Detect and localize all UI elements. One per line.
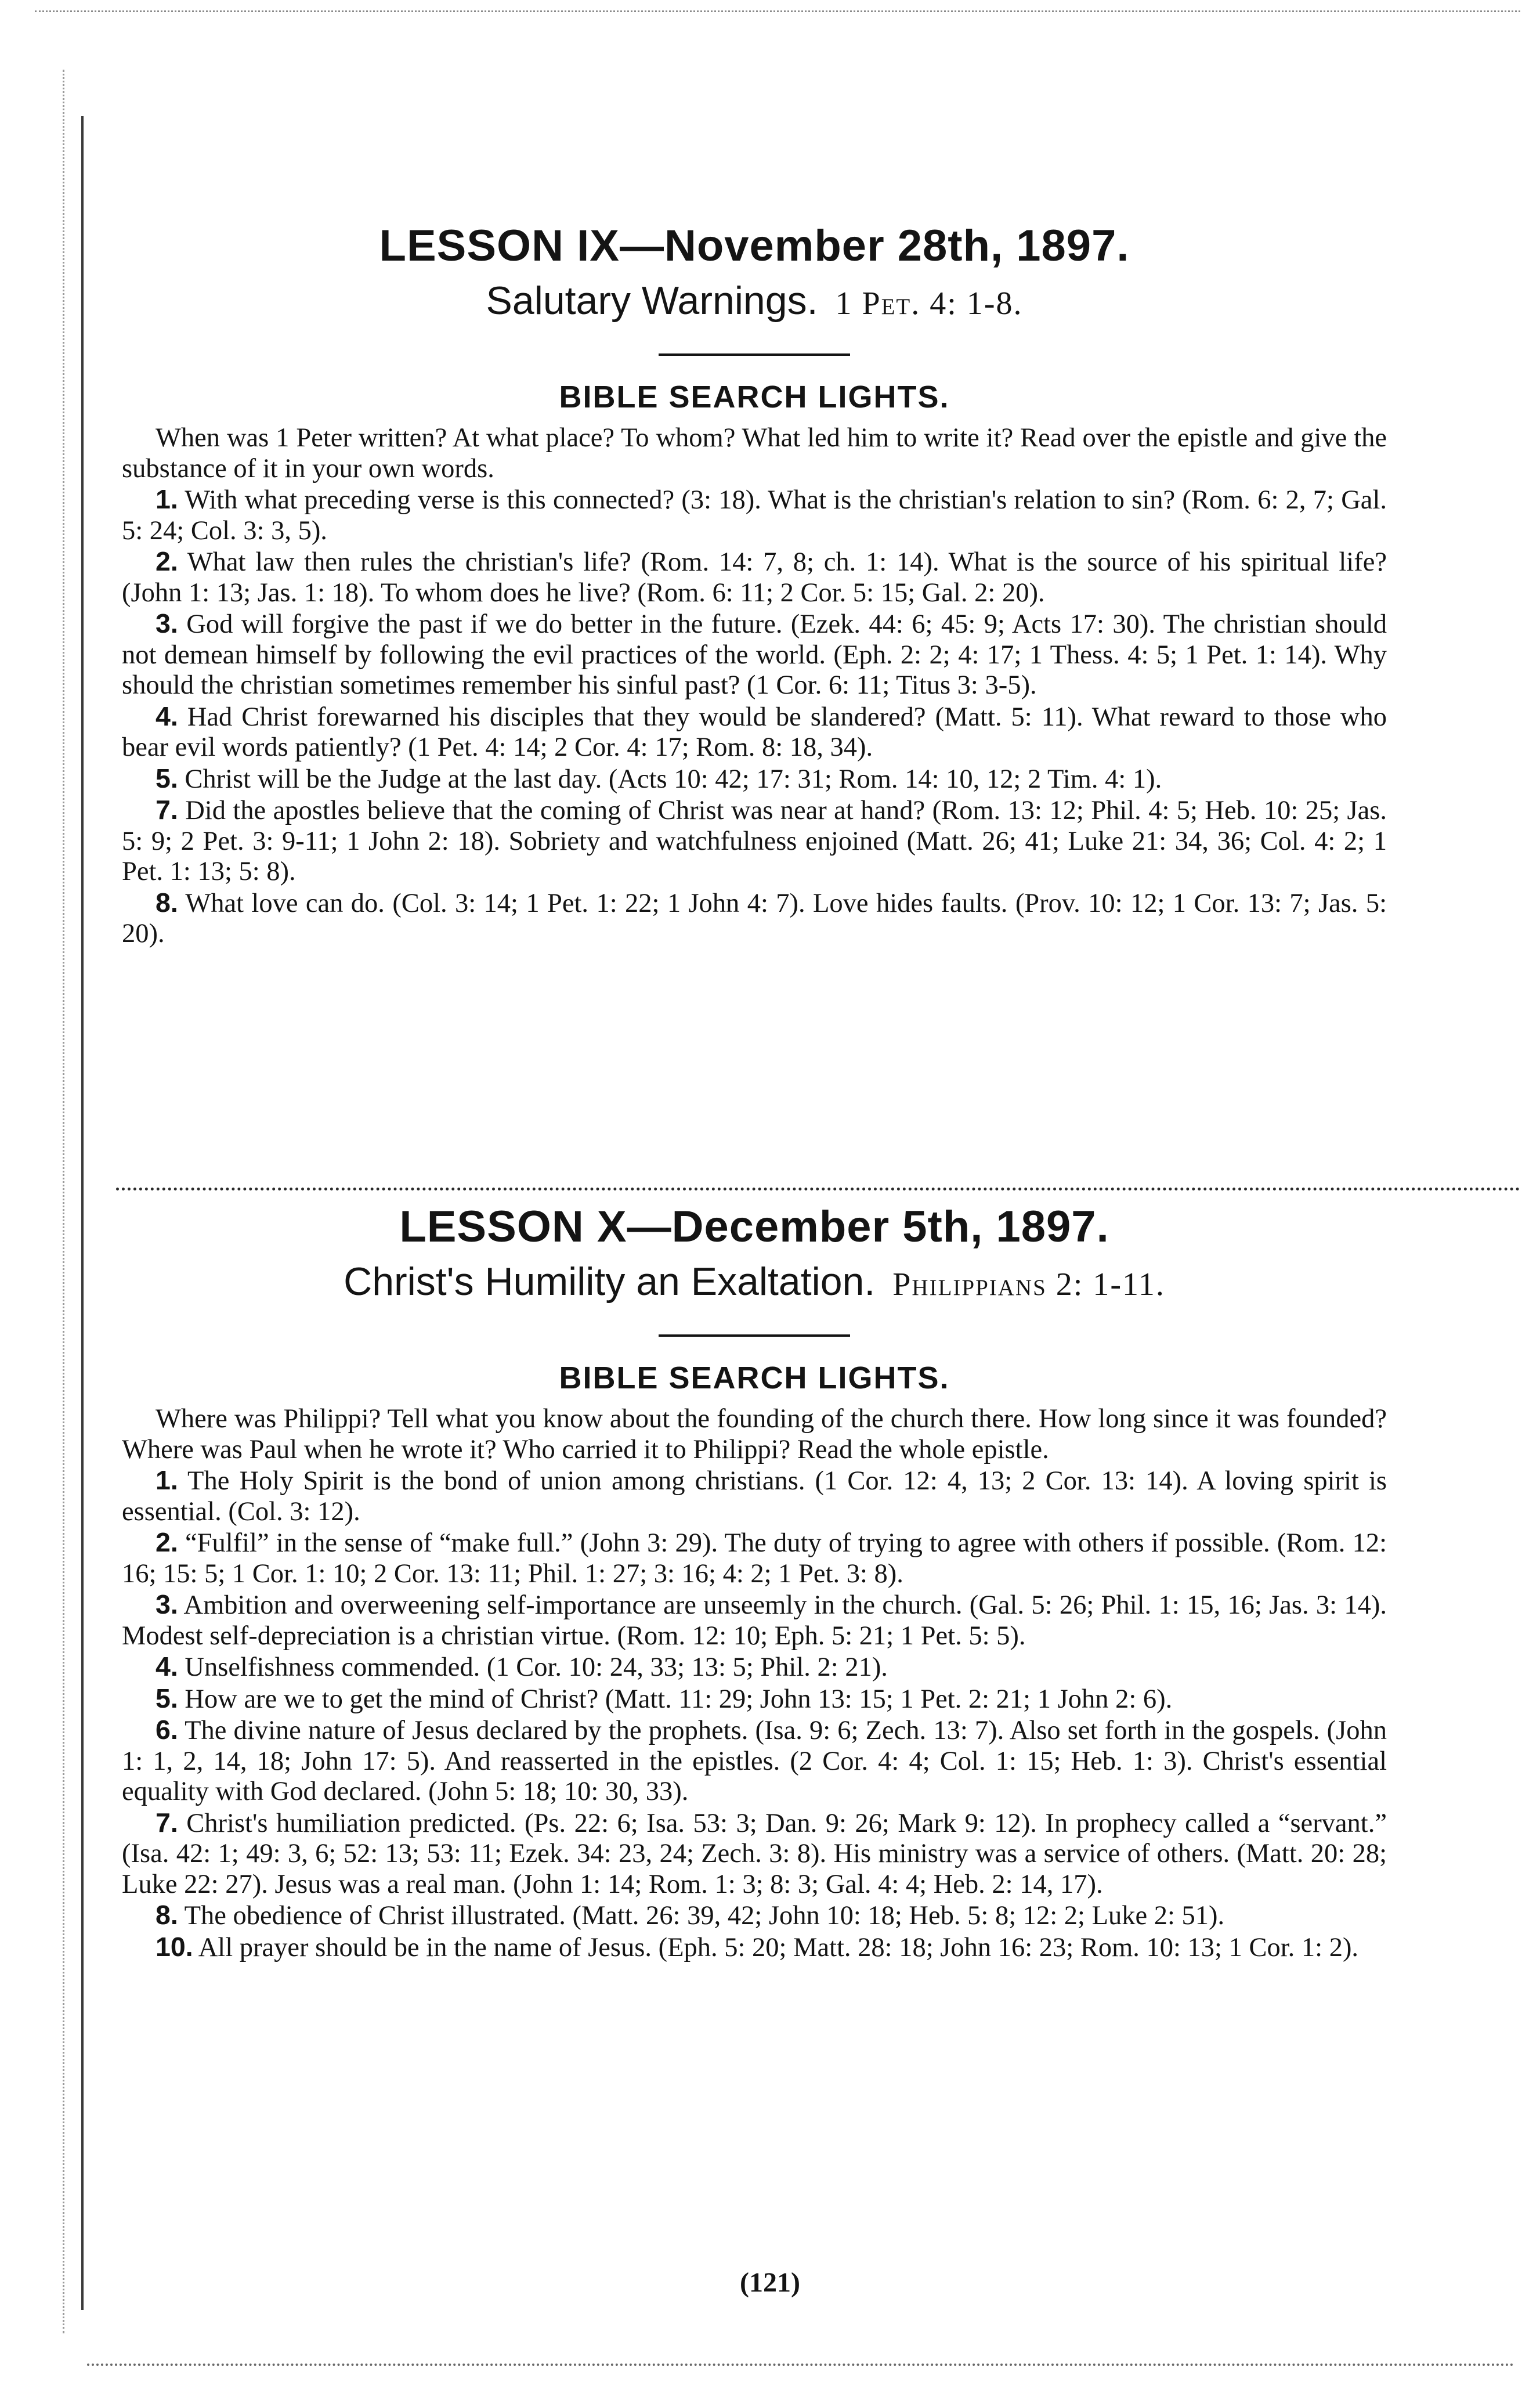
lesson-x [122, 1202, 1387, 1963]
list-item [122, 608, 1387, 701]
list-item [122, 701, 1387, 763]
section-heading: BIBLE SEARCH LIGHTS. [559, 1361, 950, 1395]
list-item [122, 1589, 1387, 1651]
item-number: 2. [156, 546, 178, 576]
item-text: Christ will be the Judge at the last day. (Acts 10: 42; 17: 31; Rom. 14: 10, 12; 2 Tim. 4: 1). [185, 764, 1162, 794]
item-number: 7. [156, 795, 178, 825]
intro-paragraph: When was 1 Peter written? At what place? To whom? What led him to write it? Read over the epistle and give the substance of it in your own words. [122, 423, 1387, 484]
list-item [122, 1527, 1387, 1589]
section-heading: BIBLE SEARCH LIGHTS. [559, 380, 950, 414]
page-number: (121) [740, 2267, 800, 2298]
item-text: The obedience of Christ illustrated. (Matt. 26: 39, 42; John 10: 18; Heb. 5: 8; 12: 2; Luke 2: 51). [184, 1901, 1225, 1931]
item-text: Did the apostles believe that the coming of Christ was near at hand? (Rom. 13: 12; Phil. 4: 5; Heb. 10: 25; Jas. 5: 9; 2 Pet. 3: 9-11; 1 John 2: 18). Sobriety and watchfulness enjoined (Matt. 26; 41; Luke 21: 34, 36; Col. 4: 2; 1 Pet. 1: 13; 5: 8). [122, 796, 1387, 886]
list-item [122, 795, 1387, 887]
scripture-reference: 1 Pet. 4: 1-8. [835, 286, 1023, 322]
list-item [122, 1651, 1387, 1683]
item-text: Christ's humiliation predicted. (Ps. 22: 6; Isa. 53: 3; Dan. 9: 26; Mark 9: 12). In prophecy called a “servant.” (Isa. 42: 1; 49: 3, 6; 52: 13; 53: 11; Ezek. 34: 23, 24; Zech. 3: 8). His ministry was a service of others. (Matt. 20: 28; Luke 22: 27). Jesus was a real man. (John 1: 14; Rom. 1: 3; 8: 3; Gal. 4: 4; Heb. 2: 14, 17). [122, 1808, 1387, 1899]
title-rule [659, 353, 850, 356]
list-item [122, 887, 1387, 950]
item-number: 4. [156, 1651, 178, 1682]
list-item [122, 1932, 1387, 1964]
item-number: 5. [156, 1683, 178, 1713]
list-item [122, 1683, 1387, 1715]
list-item [122, 763, 1387, 795]
item-number: 7. [156, 1807, 178, 1838]
item-text: The Holy Spirit is the bond of union among christians. (1 Cor. 12: 4, 13; 2 Cor. 13: 14). A loving spirit is essential. (Col. 3: 12). [122, 1466, 1387, 1527]
item-number: 1. [156, 484, 178, 514]
item-number: 3. [156, 608, 178, 638]
item-number: 3. [156, 1589, 178, 1619]
lesson-title: LESSON X—December 5th, 1897. [399, 1202, 1109, 1251]
left-scan-edge-outer [63, 70, 64, 2333]
item-number: 1. [156, 1465, 178, 1495]
item-number: 10. [156, 1931, 193, 1962]
item-text: Unselfishness commended. (1 Cor. 10: 24, 33; 13: 5; Phil. 2: 21). [185, 1652, 888, 1682]
item-text: God will forgive the past if we do better in the future. (Ezek. 44: 6; 45: 9; Acts 17: 30). The christian should not demean himself by following the evil practices of the world. (Eph. 2: 2; 4: 17; 1 Thess. 4: 5; 1 Pet. 1: 14). Why should the christian sometimes remember his sinful past? (1 Cor. 6: 11; Titus 3: 3-5). [122, 609, 1387, 700]
lesson-topic: Christ's Humility an Exaltation. [344, 1260, 876, 1304]
item-number: 8. [156, 1900, 178, 1930]
item-number: 8. [156, 887, 178, 918]
item-text: What law then rules the christian's life? (Rom. 14: 7, 8; ch. 1: 14). What is the source of his spiritual life? (John 1: 13; Jas. 1: 18). To whom does he live? (Rom. 6: 11; 2 Cor. 5: 15; Gal. 2: 20). [122, 547, 1387, 608]
lesson-subtitle [122, 1259, 1387, 1304]
list-item [122, 1715, 1387, 1807]
lesson-body [122, 423, 1387, 950]
item-text: The divine nature of Jesus declared by the prophets. (Isa. 9: 6; Zech. 13: 7). Also set forth in the gospels. (John 1: 1, 2, 14, 18; John 17: 5). And reasserted in the epistles. (2 Cor. 4: 4; Col. 1: 15; Heb. 1: 3). Christ's essential equality with God declared. (John 5: 18; 10: 30, 33). [122, 1716, 1387, 1806]
item-text: Had Christ forewarned his disciples that they would be slandered? (Matt. 5: 11). What reward to those who bear evil words patiently? (1 Pet. 4: 14; 2 Cor. 4: 17; Rom. 8: 18, 34). [122, 702, 1387, 762]
item-text: All prayer should be in the name of Jesus. (Eph. 5: 20; Matt. 28: 18; John 16: 23; Rom. 10: 13; 1 Cor. 1: 2). [198, 1932, 1359, 1962]
lesson-body [122, 1404, 1387, 1963]
scripture-reference: Philippians 2: 1-11. [892, 1267, 1165, 1302]
list-item [122, 1807, 1387, 1900]
lesson-divider [116, 1188, 1520, 1190]
item-text: Ambition and overweening self-importance are unseemly in the church. (Gal. 5: 26; Phil. 1: 15, 16; Jas. 3: 14). Modest self-depreciation is a christian virtue. (Rom. 12: 10; Eph. 5: 21; 1 Pet. 5: 5). [122, 1590, 1387, 1651]
item-number: 6. [156, 1715, 178, 1745]
item-text: With what preceding verse is this connected? (3: 18). What is the christian's relation to sin? (Rom. 6: 2, 7; Gal. 5: 24; Col. 3: 3, 5). [122, 485, 1387, 546]
bottom-scan-edge [87, 2364, 1514, 2366]
item-text: “Fulfil” in the sense of “make full.” (John 3: 29). The duty of trying to agree with others if possible. (Rom. 12: 16; 15: 5; 1 Cor. 1: 10; 2 Cor. 13: 11; Phil. 1: 27; 3: 16; 4: 2; 1 Pet. 3: 8). [122, 1528, 1387, 1589]
item-number: 5. [156, 763, 178, 793]
top-scan-edge [35, 10, 1520, 12]
list-item [122, 1900, 1387, 1932]
lesson-ix [122, 221, 1387, 950]
list-item [122, 1465, 1387, 1527]
item-text: How are we to get the mind of Christ? (Matt. 11: 29; John 13: 15; 1 Pet. 2: 21; 1 John 2: 6). [185, 1684, 1173, 1714]
list-item [122, 546, 1387, 608]
title-rule [659, 1334, 850, 1337]
intro-paragraph: Where was Philippi? Tell what you know about the founding of the church there. How long since it was founded? Where was Paul when he wrote it? Who carried it to Philippi? Read the whole epistle. [122, 1404, 1387, 1464]
lesson-title: LESSON IX—November 28th, 1897. [379, 221, 1130, 270]
list-item [122, 484, 1387, 546]
item-text: What love can do. (Col. 3: 14; 1 Pet. 1: 22; 1 John 4: 7). Love hides faults. (Prov. 10: 12; 1 Cor. 13: 7; Jas. 5: 20). [122, 888, 1387, 948]
left-scan-edge [81, 116, 84, 2310]
item-number: 2. [156, 1527, 178, 1557]
lesson-subtitle [122, 278, 1387, 323]
lesson-topic: Salutary Warnings. [486, 279, 818, 323]
item-number: 4. [156, 701, 178, 731]
